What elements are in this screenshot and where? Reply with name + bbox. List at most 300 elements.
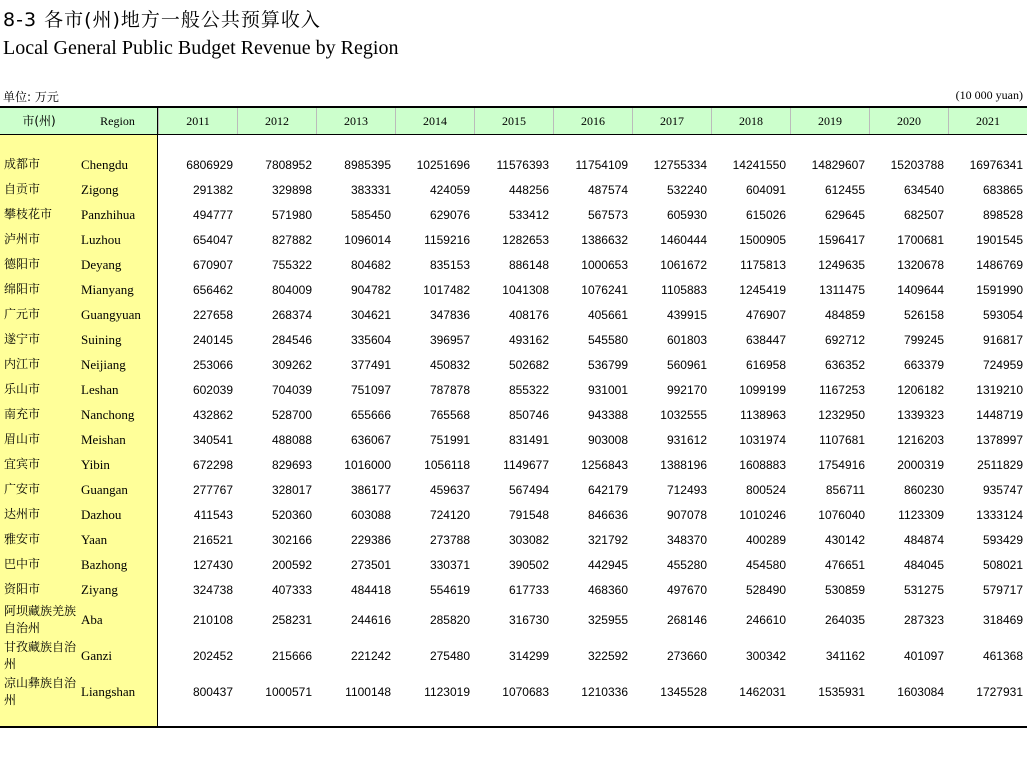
- table-row: [0, 277, 1027, 302]
- revenue-cell: 400289: [745, 532, 786, 547]
- revenue-cell: 602039: [192, 382, 233, 397]
- revenue-cell: 275480: [429, 649, 470, 663]
- revenue-cell: 1096014: [344, 232, 391, 247]
- column-header-year: 2014: [395, 108, 474, 134]
- table-row: [0, 177, 1027, 202]
- revenue-cell: 528700: [271, 407, 312, 422]
- revenue-cell: 1282653: [502, 232, 549, 247]
- row-region-name: Nanchong: [81, 406, 135, 422]
- revenue-cell: 533412: [508, 207, 549, 222]
- revenue-cell: 642179: [587, 482, 628, 497]
- revenue-cell: 268374: [271, 307, 312, 322]
- revenue-cell: 273501: [350, 557, 391, 572]
- revenue-cell: 1460444: [660, 232, 707, 247]
- row-city-name: 乐山市: [4, 382, 41, 396]
- revenue-cell: 992170: [666, 382, 707, 397]
- revenue-cell: 476651: [824, 557, 865, 572]
- revenue-cell: 724120: [429, 507, 470, 522]
- revenue-cell: 1061672: [660, 257, 707, 272]
- column-header-year: 2012: [237, 108, 316, 134]
- revenue-cell: 567573: [587, 207, 628, 222]
- revenue-cell: 1608883: [739, 457, 786, 472]
- revenue-cell: 1016000: [344, 457, 391, 472]
- revenue-cell: 1000571: [265, 685, 312, 699]
- column-header-city: 市(州): [0, 108, 78, 134]
- revenue-cell: 724959: [982, 357, 1023, 372]
- revenue-cell: 383331: [350, 182, 391, 197]
- row-region-name: Ganzi: [81, 648, 113, 663]
- revenue-cell: 411543: [193, 507, 233, 522]
- revenue-cell: 1319210: [976, 382, 1023, 397]
- revenue-cell: 804009: [271, 282, 312, 297]
- revenue-cell: 1175813: [740, 257, 786, 272]
- revenue-cell: 1386632: [581, 232, 628, 247]
- revenue-cell: 916817: [982, 332, 1023, 347]
- revenue-cell: 856711: [825, 482, 865, 497]
- revenue-cell: 210108: [192, 613, 233, 627]
- revenue-cell: 488088: [271, 432, 312, 447]
- revenue-cell: 787878: [429, 382, 470, 397]
- revenue-cell: 554619: [429, 582, 470, 597]
- revenue-cell: 1076040: [818, 507, 865, 522]
- revenue-cell: 304621: [350, 307, 391, 322]
- page-title-english: Local General Public Budget Revenue by Region: [3, 37, 399, 59]
- revenue-cell: 493162: [508, 332, 549, 347]
- revenue-cell: 1123019: [424, 685, 470, 699]
- row-region-name: Luzhou: [81, 231, 121, 247]
- revenue-cell: 200592: [271, 557, 312, 572]
- revenue-cell: 450832: [429, 357, 470, 372]
- revenue-cell: 484874: [903, 532, 944, 547]
- revenue-cell: 617733: [508, 582, 549, 597]
- revenue-cell: 799245: [903, 332, 944, 347]
- revenue-cell: 268146: [666, 613, 707, 627]
- revenue-cell: 455280: [666, 557, 707, 572]
- revenue-cell: 497670: [666, 582, 707, 597]
- revenue-cell: 804682: [350, 257, 391, 272]
- revenue-cell: 827882: [271, 232, 312, 247]
- table-row: [0, 427, 1027, 452]
- revenue-cell: 401097: [903, 649, 944, 663]
- revenue-cell: 571980: [271, 207, 312, 222]
- revenue-cell: 751991: [429, 432, 470, 447]
- table-row: [0, 327, 1027, 352]
- table-row: [0, 252, 1027, 277]
- unit-label-english: (10 000 yuan): [955, 88, 1023, 102]
- revenue-cell: 1041308: [502, 282, 549, 297]
- revenue-cell: 287323: [903, 613, 944, 627]
- revenue-cell: 494777: [192, 207, 233, 222]
- revenue-cell: 300342: [745, 649, 786, 663]
- revenue-cell: 407333: [271, 582, 312, 597]
- revenue-cell: 227658: [192, 307, 233, 322]
- revenue-cell: 11754109: [575, 157, 628, 172]
- row-city-name: 巴中市: [4, 557, 41, 571]
- revenue-cell: 303082: [508, 532, 549, 547]
- revenue-cell: 309262: [271, 357, 312, 372]
- revenue-cell: 907078: [666, 507, 707, 522]
- row-region-name: Aba: [81, 612, 103, 627]
- revenue-cell: 532240: [666, 182, 707, 197]
- revenue-cell: 765568: [429, 407, 470, 422]
- revenue-cell: 1149677: [503, 457, 549, 472]
- column-header-year: 2015: [474, 108, 553, 134]
- revenue-cell: 1056118: [424, 457, 470, 472]
- revenue-cell: 1100148: [345, 685, 391, 699]
- revenue-cell: 202452: [192, 649, 233, 663]
- revenue-cell: 127430: [192, 557, 233, 572]
- revenue-cell: 321792: [587, 532, 628, 547]
- revenue-cell: 386177: [350, 482, 391, 497]
- revenue-cell: 1535931: [818, 685, 865, 699]
- column-header-year: 2016: [553, 108, 632, 134]
- revenue-cell: 314299: [508, 649, 549, 663]
- row-region-name: Meishan: [81, 431, 126, 447]
- revenue-cell: 322592: [587, 649, 628, 663]
- revenue-cell: 1017482: [423, 282, 470, 297]
- column-header-year: 2020: [869, 108, 948, 134]
- row-city-name: 阿坝藏族羌族自治州: [4, 604, 77, 635]
- column-header-year: 2021: [948, 108, 1027, 134]
- revenue-cell: 240145: [192, 332, 233, 347]
- revenue-cell: 508021: [982, 557, 1023, 572]
- revenue-cell: 672298: [192, 457, 233, 472]
- revenue-cell: 273660: [666, 649, 707, 663]
- revenue-cell: 302166: [271, 532, 312, 547]
- revenue-cell: 886148: [508, 257, 549, 272]
- revenue-cell: 2511829: [977, 457, 1023, 472]
- revenue-cell: 943388: [587, 407, 628, 422]
- revenue-cell: 502682: [508, 357, 549, 372]
- revenue-cell: 1245419: [739, 282, 786, 297]
- row-city-name: 广元市: [4, 307, 41, 321]
- revenue-cell: 442945: [587, 557, 628, 572]
- revenue-cell: 246610: [745, 613, 786, 627]
- revenue-cell: 1010246: [739, 507, 786, 522]
- table-row: [0, 552, 1027, 577]
- revenue-cell: 432862: [192, 407, 233, 422]
- revenue-cell: 340541: [192, 432, 233, 447]
- table-row: [0, 477, 1027, 502]
- row-city-name: 内江市: [4, 357, 41, 371]
- row-region-name: Yibin: [81, 456, 110, 472]
- revenue-cell: 1070683: [502, 685, 549, 699]
- table-row: [0, 638, 1027, 674]
- row-city-name: 自贡市: [4, 182, 41, 196]
- table-row: [0, 352, 1027, 377]
- revenue-cell: 468360: [587, 582, 628, 597]
- revenue-cell: 484045: [903, 557, 944, 572]
- revenue-cell: 846636: [587, 507, 628, 522]
- revenue-cell: 1159216: [424, 232, 470, 247]
- revenue-cell: 258231: [271, 613, 312, 627]
- revenue-cell: 704039: [271, 382, 312, 397]
- row-region-name: Guangan: [81, 481, 128, 497]
- column-header-year: 2017: [632, 108, 711, 134]
- row-region-name: Deyang: [81, 256, 122, 272]
- revenue-cell: 831491: [508, 432, 549, 447]
- row-city-name: 攀枝花市: [4, 207, 53, 221]
- table-row: [0, 202, 1027, 227]
- row-city-name: 甘孜藏族自治州: [4, 640, 77, 671]
- revenue-cell: 253066: [192, 357, 233, 372]
- row-region-name: Panzhihua: [81, 206, 136, 222]
- revenue-cell: 1000653: [581, 257, 628, 272]
- revenue-cell: 329898: [271, 182, 312, 197]
- row-region-name: Guangyuan: [81, 306, 141, 322]
- revenue-cell: 316730: [508, 613, 549, 627]
- row-city-name: 绵阳市: [4, 282, 41, 296]
- revenue-cell: 461368: [982, 649, 1023, 663]
- revenue-cell: 935747: [982, 482, 1023, 497]
- column-header-year: 2018: [711, 108, 790, 134]
- revenue-cell: 2000319: [897, 457, 944, 472]
- revenue-cell: 325955: [587, 613, 628, 627]
- row-city-name: 资阳市: [4, 582, 41, 596]
- revenue-cell: 459637: [429, 482, 470, 497]
- row-city-name: 广安市: [4, 482, 41, 496]
- revenue-cell: 6806929: [186, 157, 233, 172]
- revenue-cell: 1603084: [897, 685, 944, 699]
- revenue-cell: 335604: [350, 332, 391, 347]
- revenue-cell: 1409644: [897, 282, 944, 297]
- row-region-name: Ziyang: [81, 581, 118, 597]
- row-region-name: Liangshan: [81, 684, 136, 699]
- revenue-cell: 318469: [982, 613, 1023, 627]
- revenue-cell: 531275: [903, 582, 944, 597]
- row-city-name: 凉山彝族自治州: [4, 676, 77, 707]
- table-row: [0, 227, 1027, 252]
- revenue-cell: 273788: [429, 532, 470, 547]
- revenue-cell: 454580: [745, 557, 786, 572]
- revenue-cell: 1138963: [740, 407, 786, 422]
- row-region-name: Yaan: [81, 531, 108, 547]
- revenue-cell: 424059: [429, 182, 470, 197]
- table-row: [0, 152, 1027, 177]
- revenue-cell: 903008: [587, 432, 628, 447]
- row-city-name: 南充市: [4, 407, 41, 421]
- revenue-cell: 1591990: [976, 282, 1023, 297]
- revenue-cell: 860230: [903, 482, 944, 497]
- revenue-cell: 526158: [903, 307, 944, 322]
- row-city-name: 雅安市: [4, 532, 41, 546]
- revenue-cell: 663379: [903, 357, 944, 372]
- table-row: [0, 452, 1027, 477]
- revenue-cell: 10251696: [416, 157, 470, 172]
- revenue-cell: 1232950: [818, 407, 865, 422]
- revenue-cell: 221242: [350, 649, 391, 663]
- revenue-cell: 1167253: [819, 382, 865, 397]
- revenue-cell: 579717: [982, 582, 1023, 597]
- revenue-cell: 487574: [587, 182, 628, 197]
- revenue-cell: 638447: [745, 332, 786, 347]
- revenue-cell: 560961: [666, 357, 707, 372]
- revenue-cell: 682507: [903, 207, 944, 222]
- revenue-cell: 1099199: [739, 382, 786, 397]
- table-row: [0, 302, 1027, 327]
- revenue-cell: 1500905: [739, 232, 786, 247]
- row-city-name: 达州市: [4, 507, 41, 521]
- unit-label-chinese: 单位: 万元: [3, 90, 59, 104]
- revenue-cell: 1107681: [819, 432, 865, 447]
- row-region-name: Dazhou: [81, 506, 122, 522]
- revenue-cell: 1031974: [739, 432, 786, 447]
- revenue-cell: 348370: [666, 532, 707, 547]
- row-region-name: Chengdu: [81, 156, 128, 172]
- revenue-cell: 536799: [587, 357, 628, 372]
- revenue-cell: 931001: [587, 382, 628, 397]
- column-header-year: 2011: [158, 108, 237, 134]
- revenue-cell: 835153: [429, 257, 470, 272]
- revenue-cell: 670907: [192, 257, 233, 272]
- revenue-cell: 800524: [745, 482, 786, 497]
- row-city-name: 遂宁市: [4, 332, 41, 346]
- table-row: [0, 527, 1027, 552]
- revenue-cell: 229386: [350, 532, 391, 547]
- revenue-cell: 291382: [192, 182, 233, 197]
- revenue-cell: 16976341: [969, 157, 1023, 172]
- row-region-name: Suining: [81, 331, 122, 347]
- revenue-cell: 636352: [824, 357, 865, 372]
- revenue-cell: 1448719: [976, 407, 1023, 422]
- column-header-year: 2019: [790, 108, 869, 134]
- revenue-cell: 1345528: [660, 685, 707, 699]
- revenue-cell: 791548: [508, 507, 549, 522]
- revenue-cell: 656462: [192, 282, 233, 297]
- row-city-name: 眉山市: [4, 432, 41, 446]
- revenue-cell: 629645: [824, 207, 865, 222]
- revenue-cell: 1123309: [898, 507, 944, 522]
- row-region-name: Leshan: [81, 381, 119, 397]
- revenue-cell: 755322: [271, 257, 312, 272]
- table-row: [0, 402, 1027, 427]
- row-region-name: Mianyang: [81, 281, 134, 297]
- table-row: [0, 674, 1027, 710]
- revenue-cell: 1105883: [661, 282, 707, 297]
- revenue-cell: 1333124: [976, 507, 1023, 522]
- revenue-cell: 1320678: [897, 257, 944, 272]
- revenue-cell: 601803: [666, 332, 707, 347]
- revenue-cell: 605930: [666, 207, 707, 222]
- table-header-row: [0, 108, 1027, 134]
- revenue-cell: 8985395: [344, 157, 391, 172]
- revenue-cell: 408176: [508, 307, 549, 322]
- column-header-year: 2013: [316, 108, 395, 134]
- revenue-cell: 712493: [666, 482, 707, 497]
- revenue-cell: 484418: [350, 582, 391, 597]
- revenue-cell: 396957: [429, 332, 470, 347]
- revenue-cell: 1727931: [976, 685, 1023, 699]
- revenue-cell: 1032555: [660, 407, 707, 422]
- table-row: [0, 502, 1027, 527]
- revenue-cell: 545580: [587, 332, 628, 347]
- revenue-cell: 683865: [982, 182, 1023, 197]
- revenue-cell: 216521: [192, 532, 233, 547]
- revenue-cell: 1596417: [818, 232, 865, 247]
- table-header-rule: [0, 134, 1027, 135]
- revenue-cell: 448256: [508, 182, 549, 197]
- revenue-cell: 654047: [192, 232, 233, 247]
- revenue-cell: 14241550: [732, 157, 786, 172]
- revenue-cell: 603088: [350, 507, 391, 522]
- revenue-cell: 612455: [824, 182, 865, 197]
- revenue-cell: 1901545: [976, 232, 1023, 247]
- revenue-cell: 904782: [350, 282, 391, 297]
- revenue-cell: 390502: [508, 557, 549, 572]
- row-city-name: 成都市: [4, 157, 41, 171]
- revenue-cell: 800437: [192, 685, 233, 699]
- revenue-cell: 1388196: [660, 457, 707, 472]
- row-city-name: 泸州市: [4, 232, 41, 246]
- revenue-cell: 1249635: [818, 257, 865, 272]
- revenue-cell: 1216203: [897, 432, 944, 447]
- revenue-cell: 484859: [824, 307, 865, 322]
- revenue-cell: 277767: [192, 482, 233, 497]
- revenue-cell: 616958: [745, 357, 786, 372]
- revenue-cell: 439915: [666, 307, 707, 322]
- revenue-cell: 264035: [824, 613, 865, 627]
- revenue-cell: 520360: [271, 507, 312, 522]
- revenue-cell: 850746: [508, 407, 549, 422]
- revenue-cell: 405661: [587, 307, 628, 322]
- revenue-cell: 567494: [508, 482, 549, 497]
- revenue-cell: 7808952: [265, 157, 312, 172]
- revenue-cell: 330371: [429, 557, 470, 572]
- table-row: [0, 577, 1027, 602]
- revenue-cell: 328017: [271, 482, 312, 497]
- revenue-cell: 1378997: [976, 432, 1023, 447]
- revenue-cell: 593054: [982, 307, 1023, 322]
- table-row: [0, 602, 1027, 638]
- revenue-cell: 629076: [429, 207, 470, 222]
- revenue-cell: 604091: [745, 182, 786, 197]
- revenue-cell: 1210336: [581, 685, 628, 699]
- revenue-cell: 1339323: [897, 407, 944, 422]
- revenue-cell: 615026: [745, 207, 786, 222]
- revenue-cell: 476907: [745, 307, 786, 322]
- row-city-name: 宜宾市: [4, 457, 41, 471]
- revenue-cell: 324738: [192, 582, 233, 597]
- revenue-cell: 1462031: [739, 685, 786, 699]
- revenue-cell: 634540: [903, 182, 944, 197]
- table-row: [0, 377, 1027, 402]
- row-region-name: Bazhong: [81, 556, 128, 572]
- revenue-cell: 15203788: [890, 157, 944, 172]
- revenue-cell: 931612: [666, 432, 707, 447]
- revenue-cell: 1754916: [818, 457, 865, 472]
- revenue-cell: 898528: [982, 207, 1023, 222]
- revenue-cell: 530859: [824, 582, 865, 597]
- revenue-cell: 1076241: [581, 282, 628, 297]
- revenue-cell: 244616: [350, 613, 391, 627]
- row-city-name: 德阳市: [4, 257, 41, 271]
- revenue-cell: 11576393: [496, 157, 549, 172]
- revenue-cell: 14829607: [811, 157, 865, 172]
- revenue-cell: 1256843: [581, 457, 628, 472]
- revenue-cell: 692712: [824, 332, 865, 347]
- revenue-cell: 1700681: [897, 232, 944, 247]
- revenue-cell: 12755334: [653, 157, 707, 172]
- row-region-name: Zigong: [81, 181, 119, 197]
- column-header-region: Region: [78, 108, 157, 134]
- revenue-cell: 585450: [350, 207, 391, 222]
- revenue-cell: 751097: [350, 382, 391, 397]
- revenue-cell: 593429: [982, 532, 1023, 547]
- table-bottom-rule: [0, 726, 1027, 728]
- revenue-cell: 1206182: [897, 382, 944, 397]
- revenue-cell: 284546: [271, 332, 312, 347]
- revenue-cell: 1311475: [819, 282, 865, 297]
